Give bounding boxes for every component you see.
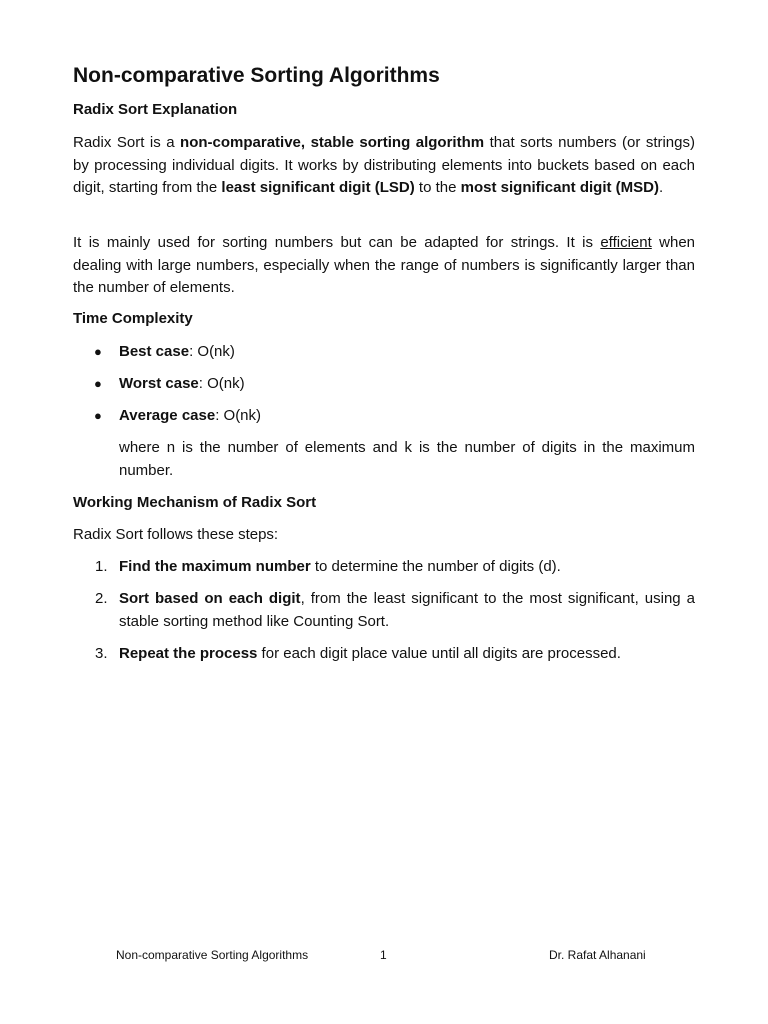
step-description: to determine the number of digits (d). [310, 558, 561, 575]
complexity-value: : O(nk) [189, 343, 235, 360]
step-text [119, 556, 695, 579]
complexity-label: Worst case [119, 375, 199, 392]
complexity-item-text [119, 341, 695, 364]
usage-text-1: It is mainly used for sorting numbers but can be adapted for strings. It is [73, 234, 601, 251]
step-description: , from the least significant to the most significant, using a stable sorting method like Counting Sort. [119, 590, 695, 630]
step-number: 1. [95, 558, 108, 575]
intro-text-4: . [658, 179, 664, 196]
complexity-item-text [119, 373, 695, 396]
step-number: 3. [95, 645, 108, 662]
complexity-value: : O(nk) [215, 407, 262, 424]
section-heading-radix: Radix Sort Explanation [73, 101, 238, 118]
step-label: Find the maximum number [119, 558, 311, 575]
step-number: 2. [95, 590, 108, 607]
intro-text-2: that sorts numbers (or strings) by processing individual digits. It works by distributing elements into buckets based on each digit, starting from the [73, 134, 695, 196]
step-text [119, 588, 695, 633]
mechanism-intro: Radix Sort follows these steps: [73, 526, 279, 543]
complexity-item-text [119, 405, 695, 428]
usage-underline: efficient [600, 234, 652, 251]
intro-bold-2: least significant digit (LSD) [221, 179, 415, 196]
section-heading-mechanism: Working Mechanism of Radix Sort [73, 494, 317, 511]
usage-paragraph [73, 232, 695, 300]
bullet-icon: ● [94, 376, 102, 391]
complexity-label: Best case [119, 343, 190, 360]
section-heading-complexity: Time Complexity [73, 310, 193, 327]
step-text [119, 643, 695, 666]
footer-page-number: 1 [380, 948, 387, 962]
complexity-value: : O(nk) [198, 375, 245, 392]
intro-paragraph [73, 132, 695, 200]
intro-text-3: to the [414, 179, 461, 196]
bullet-icon: ● [94, 344, 102, 359]
complexity-label: Average case [119, 407, 216, 424]
usage-text-2: when dealing with large numbers, especially when the range of numbers is significantly larger than the number of elements. [73, 234, 696, 296]
step-label: Repeat the process [119, 645, 258, 662]
intro-bold-3: most significant digit (MSD) [460, 179, 659, 196]
complexity-note: where n is the number of elements and k is the number of digits in the maximum number. [119, 439, 695, 479]
intro-text-1: Radix Sort is a [73, 134, 181, 151]
footer-author: Dr. Rafat Alhanani [549, 948, 646, 962]
step-label: Sort based on each digit [119, 590, 301, 607]
bullet-icon: ● [94, 408, 102, 423]
intro-bold-1: non-comparative, stable sorting algorithm [180, 134, 485, 151]
step-description: for each digit place value until all digits are processed. [257, 645, 621, 662]
page-title: Non-comparative Sorting Algorithms [73, 64, 440, 87]
footer-title: Non-comparative Sorting Algorithms [116, 948, 309, 962]
